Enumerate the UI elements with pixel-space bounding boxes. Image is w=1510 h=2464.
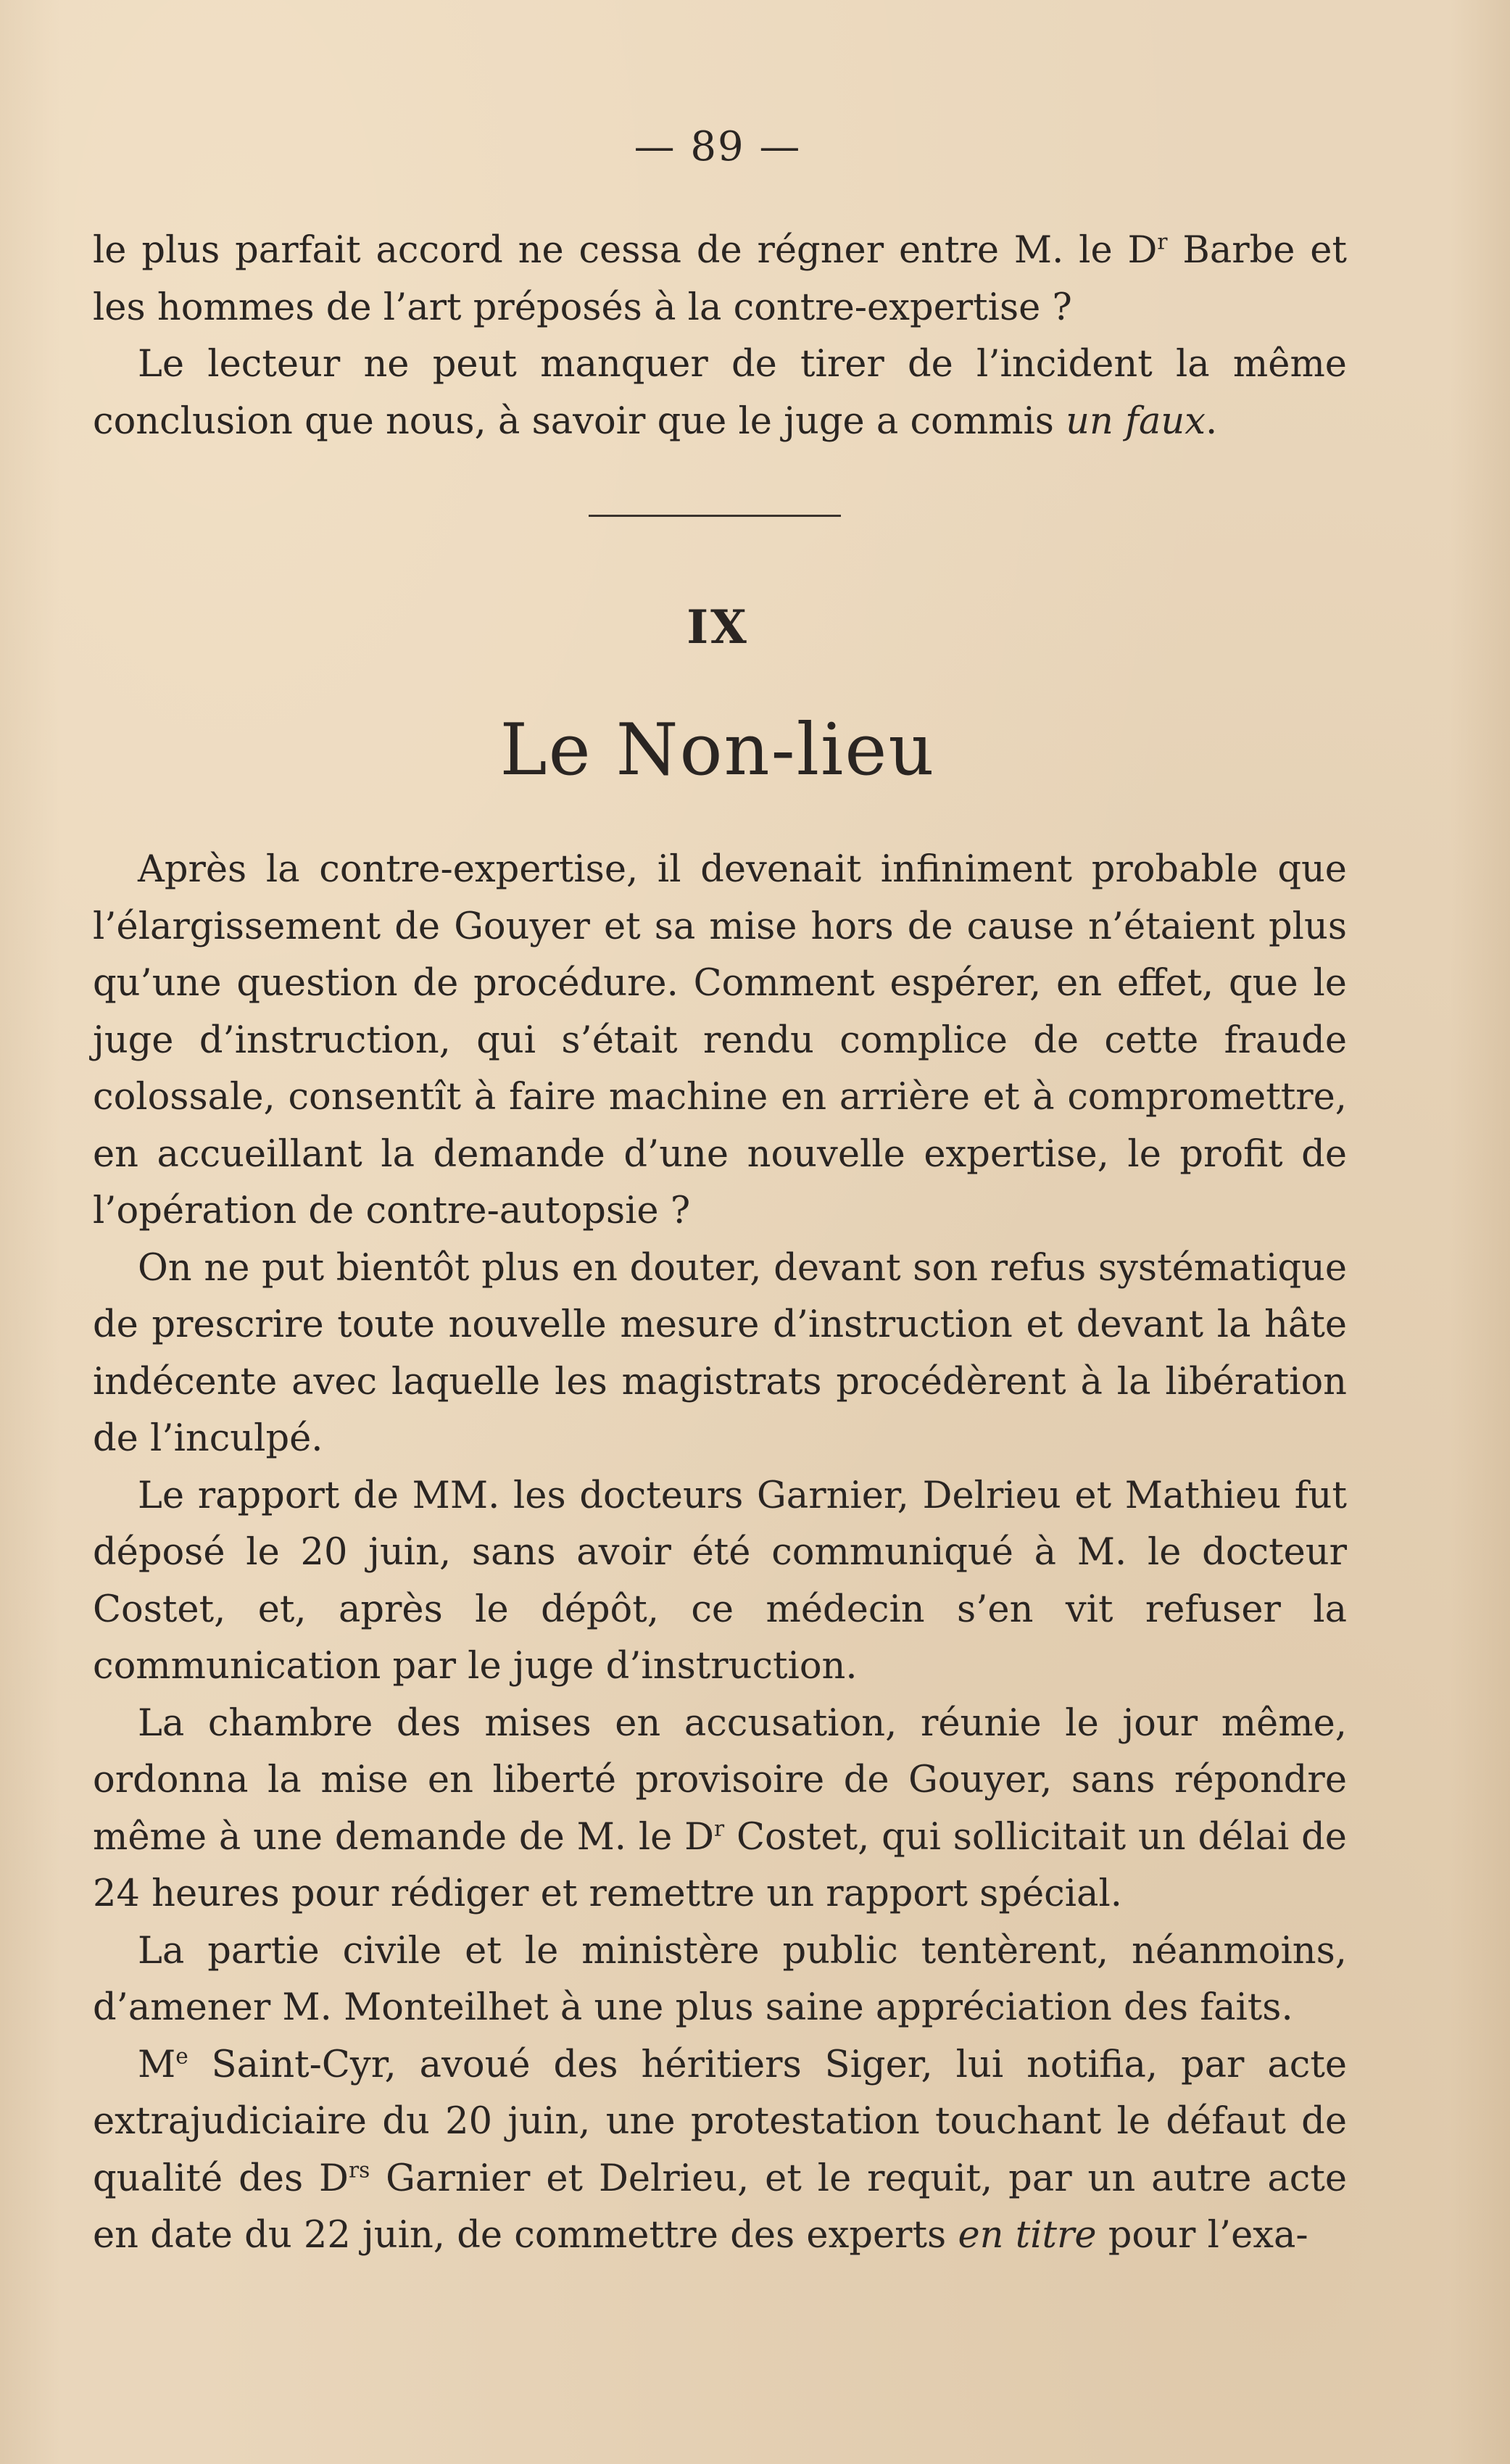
body-paragraph-5: La partie civile et le ministère public tentèrent, néanmoins, d’amener M. Monteilhet à une plus saine appréciation des faits. [93,1929,1347,2029]
opening-p2-text: Le lecteur ne peut manquer de tirer de l’incident la même conclusion que nous, à savoir que le juge a commis [93,343,1347,443]
body-paragraph-1: Après la contre-expertise, il devenait infiniment probable que l’élargissement de Gouyer et sa mise hors de cause n’étaient plus qu’une question de procédure. Comment espérer, en effet, que le juge d’instruction, qui s’était rendu complice de cette fraude colossale, consentît à faire machine en arrière et à compromettre, en accueillant la demande d’une nouvelle expertise, le profit de l’opération de contre-autopsie ? [93,848,1347,1232]
body-p6-text-c: Garnier et Delrieu, et le requit, par un autre acte en date du 22 juin, de commettre des experts [93,2157,1347,2257]
opening-p2-end: . [1205,399,1218,443]
opening-p1-text-b: Barbe et les hommes de l’art préposés à la contre-expertise ? [93,229,1347,329]
opening-p2-italic: un faux [1066,399,1206,443]
body-p4-text-a: La chambre des mises en accusation, réunie le jour même, ordonna la mise en liberté provisoire de Gouyer, sans répondre même à une demande de M. le D [93,1701,1347,1859]
body-p6-text-d: pour l’exa- [1096,2214,1308,2257]
page-number: — 89 — [634,123,802,170]
opening-paragraph-1 [93,223,1347,336]
body-p6-superscript-a: e [175,2044,188,2069]
opening-p1-text-a: le plus parfait accord ne cessa de régner entre M. le D [93,229,1158,272]
body-p6-italic: en titre [958,2214,1097,2257]
body-paragraph-4 [93,1696,1347,1923]
body-paragraph-6 [93,2037,1347,2265]
chapter-number: IX [686,600,749,655]
body-paragraph-2: On ne put bientôt plus en douter, devant son refus systématique de prescrire toute nouvelle mesure d’instruction et devant la hâte indécente avec laquelle les magistrats procédèrent à la libération de l’inculpé. [93,1246,1347,1460]
chapter-title: Le Non-lieu [499,709,936,792]
body-paragraph-3: Le rapport de MM. les docteurs Garnier, Delrieu et Mathieu fut déposé le 20 juin, sans avoir été communiqué à M. le docteur Costet, et, après le dépôt, ce médecin s’en vit refuser la communication par le juge d’instruction. [93,1474,1347,1688]
section-divider-rule [589,515,841,517]
opening-paragraph-2 [93,336,1347,450]
body-p4-superscript: r [714,1816,725,1841]
opening-p1-superscript: r [1157,229,1168,254]
opening-text [93,223,1347,450]
body-p6-text-b: Saint-Cyr, avoué des héritiers Siger, lui notifia, par acte extrajudiciaire du 20 juin, une protestation touchant le défaut de qualité des D [93,2043,1347,2200]
body-p4-text-b: Costet, qui sollicitait un délai de 24 heures pour rédiger et remettre un rapport spécial. [93,1815,1347,1915]
chapter-body [93,842,1347,2265]
body-p6-text-a: M [138,2043,176,2086]
body-p6-superscript-b: rs [348,2157,370,2183]
